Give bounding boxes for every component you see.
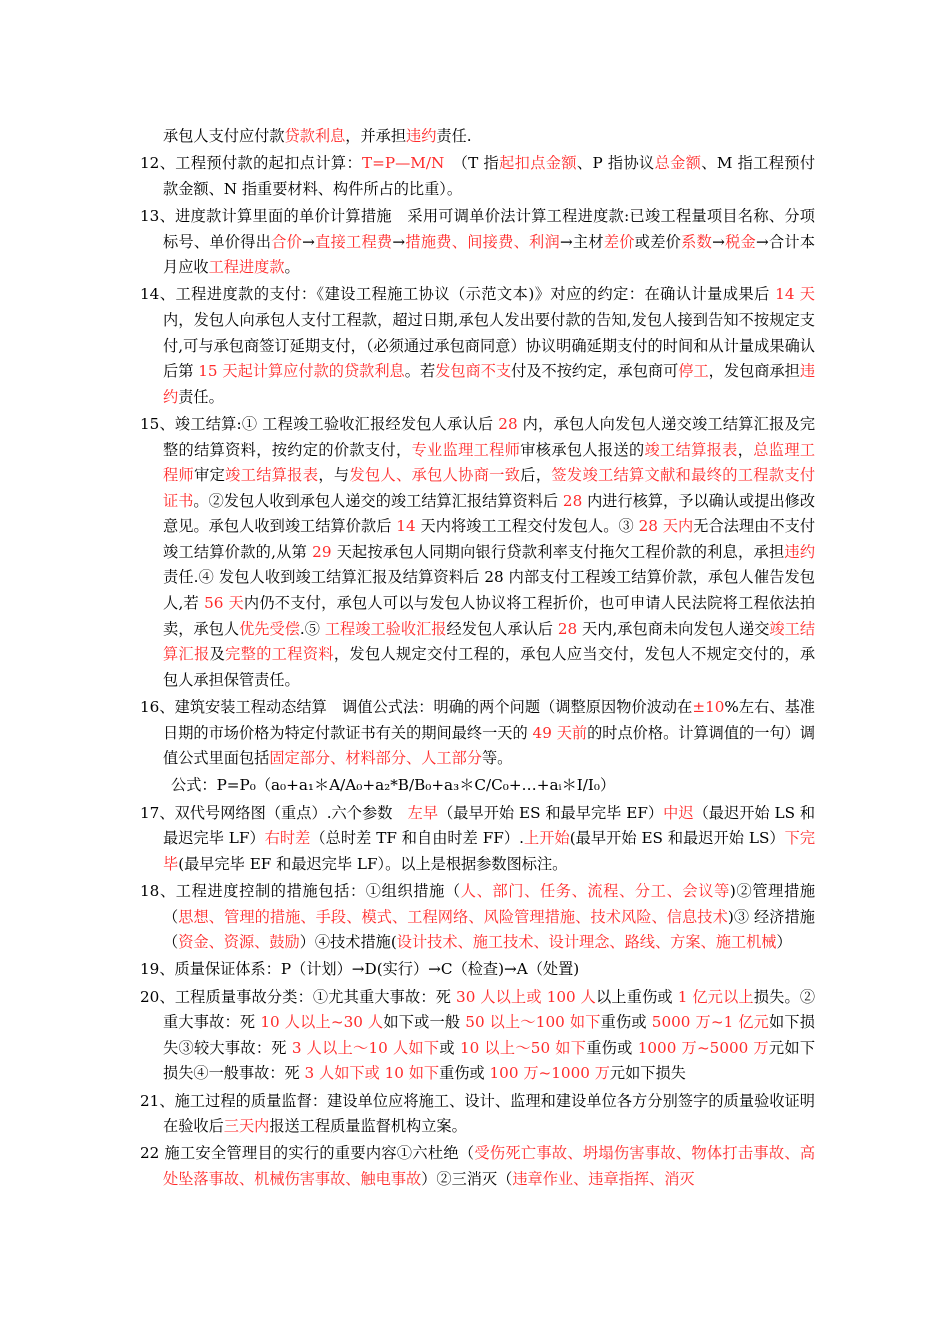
- body-text: 责任.: [436, 127, 472, 145]
- highlighted-text: 发包人、承包人协商一致: [349, 466, 521, 485]
- paragraph-p21: [140, 1089, 815, 1140]
- highlighted-text: 签发竣工结算文献和最终的工程款支付证书: [163, 466, 816, 510]
- highlighted-text: 总监理工程师: [163, 440, 816, 485]
- body-text: 公式：P=P₀（a₀+a₁＊A/A₀+a₂*B/B₀+a₃＊C/C₀+…+aᵢ＊I/I₀）: [171, 776, 616, 795]
- body-text: 天起按承包人同期向银行贷款利率支付拖欠工程价款的利息，承担: [331, 542, 785, 561]
- body-text: 16、建筑安装工程动态结算 调值公式法：明确的两个问题（调整原因物价波动在: [140, 698, 693, 717]
- body-text: （最迟开始 LS 和最迟完毕 LF）: [163, 803, 816, 848]
- paragraph-p19: [140, 957, 815, 983]
- highlighted-text: 固定部分、材料部分、人工部分: [269, 749, 482, 768]
- body-text: )②管理措施（: [163, 881, 816, 926]
- body-text: 责任。: [178, 387, 224, 406]
- body-text: 20、工程质量事故分类：①尤其重大事故：死: [140, 987, 457, 1006]
- highlighted-text: 14 天: [775, 285, 815, 304]
- body-text: 重伤或: [439, 1064, 490, 1083]
- paragraph-p16-formula: [140, 773, 815, 799]
- paragraph-p13: [140, 204, 815, 281]
- highlighted-text: 违约: [163, 362, 816, 406]
- body-text: 15、竣工结算:① 工程竣工验收汇报经发包人承认后: [140, 414, 499, 433]
- highlighted-text: 上开始: [523, 829, 570, 848]
- highlighted-text: 工程进度款: [208, 258, 285, 277]
- body-text: 责任.④ 发包人收到竣工结算汇报及结算资料后 28 内部支付工程竣工结算价款，承包人催告发包人,若: [163, 568, 815, 613]
- paragraph-p20: [140, 985, 815, 1087]
- highlighted-text: 差价: [603, 232, 635, 251]
- body-text: ，发包人规定交付工程的，承包人应当交付，发包人不规定交付的，承包人承担保管责任。: [163, 645, 816, 689]
- body-text: 如下损失③较大事故：死: [163, 1013, 815, 1057]
- body-text: 承包人支付应付款: [163, 127, 285, 145]
- body-text: 。②发包人收到承包人递交的竣工结算汇报结算资料后: [193, 491, 563, 510]
- highlighted-text: 56 天: [204, 594, 244, 613]
- highlighted-text: ±10: [692, 698, 725, 717]
- body-text: 以上重伤或: [596, 987, 678, 1006]
- highlighted-text: 总金额: [654, 154, 702, 173]
- body-text: .⑤: [299, 619, 325, 638]
- highlighted-text: 30 人以上或 100 人: [456, 987, 597, 1006]
- body-text: ）②三消灭（: [421, 1169, 513, 1188]
- body-text: 12、工程预付款的起扣点计算：: [140, 154, 363, 173]
- highlighted-text: 合价: [271, 232, 303, 251]
- paragraph-p22: [140, 1141, 815, 1192]
- body-text: ，: [737, 440, 754, 459]
- highlighted-text: 5000 万~1 亿元: [651, 1013, 770, 1032]
- body-text: 内，发包人向承包人支付工程款，超过日期,承包人发出要付款的告知,发包人接到告知不按规定支付,可与承包商签订延期支付，（必须通过承包商同意）协议明确延期支付的时间和从计量成果确认后第: [163, 310, 815, 381]
- body-text: ，并承担: [345, 127, 406, 145]
- body-text: 22 施工安全管理目的实行的重要内容①六杜绝（: [140, 1144, 475, 1163]
- highlighted-text: 1000 万~5000 万: [637, 1038, 769, 1057]
- body-text: 18、工程进度控制的措施包括：①组织措施（: [140, 881, 461, 900]
- highlighted-text: 28 天内: [638, 517, 694, 536]
- body-text: 13、进度款计算里面的单价计算措施 采用可调单价法计算工程进度款:已竣工程量项目名称、分项标号、单价得出: [140, 206, 815, 251]
- paragraph-p11-cont: [140, 124, 815, 150]
- highlighted-text: 税金: [724, 232, 756, 251]
- body-text: 经发包人承认后: [446, 619, 558, 638]
- body-text: 、P 指协议: [576, 154, 655, 173]
- body-text: ）④技术措施(: [299, 933, 397, 952]
- body-text: →: [392, 232, 406, 251]
- highlighted-text: 违约: [406, 127, 437, 145]
- paragraph-p16: [140, 695, 815, 772]
- highlighted-text: 发包商不支: [435, 362, 512, 381]
- highlighted-text: 左早: [407, 803, 439, 822]
- highlighted-text: 中迟: [663, 803, 694, 822]
- body-text: (最早开始 ES 和最迟开始 LS）: [569, 829, 785, 848]
- body-text: 19、质量保证体系：P（计划）→D(实行）→C（检查)→A（处置): [140, 960, 580, 979]
- body-text: 付及不按约定，承包商可: [511, 362, 679, 381]
- highlighted-text: 三天内: [223, 1117, 270, 1136]
- body-text: 元如下损失④一般事故：死: [163, 1038, 816, 1083]
- highlighted-text: 竣工结算报表: [225, 466, 319, 485]
- highlighted-text: 措施费、间接费、利润: [405, 232, 560, 251]
- highlighted-text: 29: [312, 542, 332, 561]
- highlighted-text: 系数: [681, 232, 713, 251]
- body-text: 及: [209, 645, 226, 664]
- highlighted-text: 15 天起计算应付款的贷款利息: [198, 362, 405, 381]
- body-text: →: [302, 232, 315, 251]
- paragraph-p15: [140, 412, 815, 694]
- highlighted-text: 28: [562, 491, 583, 510]
- body-text: 损失。②重大事故：死: [163, 987, 816, 1032]
- highlighted-text: T=P—M/N: [362, 154, 445, 173]
- body-text: 等。: [481, 749, 513, 768]
- highlighted-text: 28: [557, 619, 578, 638]
- body-text: →合计本月应收: [163, 232, 816, 277]
- highlighted-text: 49 天前: [532, 723, 588, 742]
- body-text: →: [712, 232, 725, 251]
- body-text: 。若: [404, 362, 436, 381]
- paragraph-p18: [140, 879, 815, 956]
- highlighted-text: 10 以上～50 如下: [459, 1038, 587, 1057]
- highlighted-text: 违约: [784, 542, 816, 561]
- body-text: 17、双代号网络图（重点）.六个参数: [140, 803, 408, 822]
- paragraph-p12: [140, 151, 815, 202]
- highlighted-text: 直接工程费: [314, 232, 393, 251]
- body-text: →主材: [559, 232, 604, 251]
- body-text: 元如下损失: [609, 1064, 686, 1083]
- body-text: %左右、基准日期的市场价格为特定付款证书有关的期间最终一天的: [163, 698, 815, 742]
- body-text: （总时差 TF 和自由时差 FF）.: [310, 829, 524, 848]
- body-text: 或: [439, 1038, 460, 1057]
- body-text: 后，: [520, 466, 552, 485]
- highlighted-text: 停工: [678, 362, 709, 381]
- highlighted-text: 右时差: [264, 829, 311, 848]
- highlighted-text: 3 人如下或 10 如下: [304, 1064, 440, 1083]
- highlighted-text: 资金、资源、鼓励: [178, 933, 300, 952]
- highlighted-text: 设计技术、施工技术、设计理念、路线、方案、施工机械: [396, 933, 777, 952]
- body-text: 的时点价格。计算调值的一句）调值公式里面包括: [163, 723, 816, 768]
- body-text: 天内将竣工工程交付发包人。③: [415, 517, 639, 536]
- body-text: 重伤或: [586, 1038, 638, 1057]
- highlighted-text: 思想、管理的措施、手段、模式、工程网络、风险管理措施、技术风险、信息技术: [178, 907, 728, 926]
- body-text: 、M 指工程预付款金额、N 指重要材料、构件所占的比重）。: [163, 154, 816, 198]
- highlighted-text: 完整的工程资料: [225, 645, 334, 664]
- body-text: 内，承包人向发包人递交竣工结算汇报及完整的结算资料，按约定的价款支付，: [163, 414, 816, 459]
- highlighted-text: 竣工结算报表: [644, 440, 738, 459]
- body-text: (最早完毕 EF 和最迟完毕 LF）。以上是根据参数图标注。: [178, 854, 568, 873]
- body-text: 。: [284, 258, 300, 277]
- body-text: ，发包商承担: [708, 362, 800, 381]
- paragraph-p17: [140, 801, 815, 878]
- highlighted-text: 起扣点金额: [499, 154, 577, 173]
- body-text: 无合法理由不支付竣工结算价款的,从第: [163, 517, 816, 561]
- highlighted-text: 违章作业、违章指挥、消灭: [512, 1169, 695, 1188]
- body-text: 如下或一般: [383, 1013, 466, 1032]
- highlighted-text: 工程竣工验收汇报: [324, 619, 447, 638]
- highlighted-text: 50 以上～100 如下: [465, 1013, 601, 1032]
- highlighted-text: 28: [498, 414, 518, 433]
- body-text: ）: [776, 933, 792, 952]
- highlighted-text: 1 亿元以上: [677, 987, 754, 1006]
- body-text: 天内,承包商未向发包人递交: [577, 619, 770, 638]
- highlighted-text: 受伤死亡事故、坍塌伤害事故、物体打击事故、高处坠落事故、机械伤害事故、触电事故: [163, 1144, 816, 1188]
- paragraph-p14: [140, 282, 815, 410]
- body-text: 14、工程进度款的支付：《建设工程施工协议（示范文本)》对应的约定：在确认计量成果后: [140, 285, 776, 304]
- body-text: （T 指: [444, 154, 500, 173]
- body-text: 重伤或: [600, 1013, 652, 1032]
- body-text: 内进行核算，予以确认或提出修改意见。承包人收到竣工结算价款后: [163, 491, 816, 536]
- highlighted-text: 专业监理工程师: [411, 440, 521, 459]
- body-text: 内仍不支付，承包人可以与发包人协议将工程折价，也可申请人民法院将工程依法拍卖，承包人: [163, 594, 816, 638]
- highlighted-text: 14: [396, 517, 416, 536]
- highlighted-text: 贷款利息: [284, 127, 346, 145]
- highlighted-text: 100 万~1000 万: [489, 1064, 610, 1083]
- body-text: 报送工程质量监督机构立案。: [269, 1117, 467, 1136]
- highlighted-text: 下完毕: [163, 829, 816, 873]
- highlighted-text: 优先受偿: [239, 619, 300, 638]
- body-text: 21、施工过程的质量监督：建设单位应将施工、设计、监理和建设单位各方分别签字的质量验收证明在验收后: [140, 1091, 815, 1136]
- highlighted-text: 人、部门、任务、流程、分工、会议等: [460, 881, 730, 900]
- body-text: 审定: [194, 466, 226, 485]
- highlighted-text: 3 人以上～10 人如下: [291, 1038, 440, 1057]
- body-text: ，与: [318, 466, 350, 485]
- body-text: （最早开始 ES 和最早完毕 EF）: [438, 803, 664, 822]
- body-text: 或差价: [634, 232, 682, 251]
- highlighted-text: 竣工结算汇报: [163, 619, 816, 664]
- body-text: )③ 经济措施（: [163, 907, 815, 952]
- body-text: 审核承包人报送的: [520, 440, 645, 459]
- highlighted-text: 10 人以上~30 人: [260, 1013, 384, 1032]
